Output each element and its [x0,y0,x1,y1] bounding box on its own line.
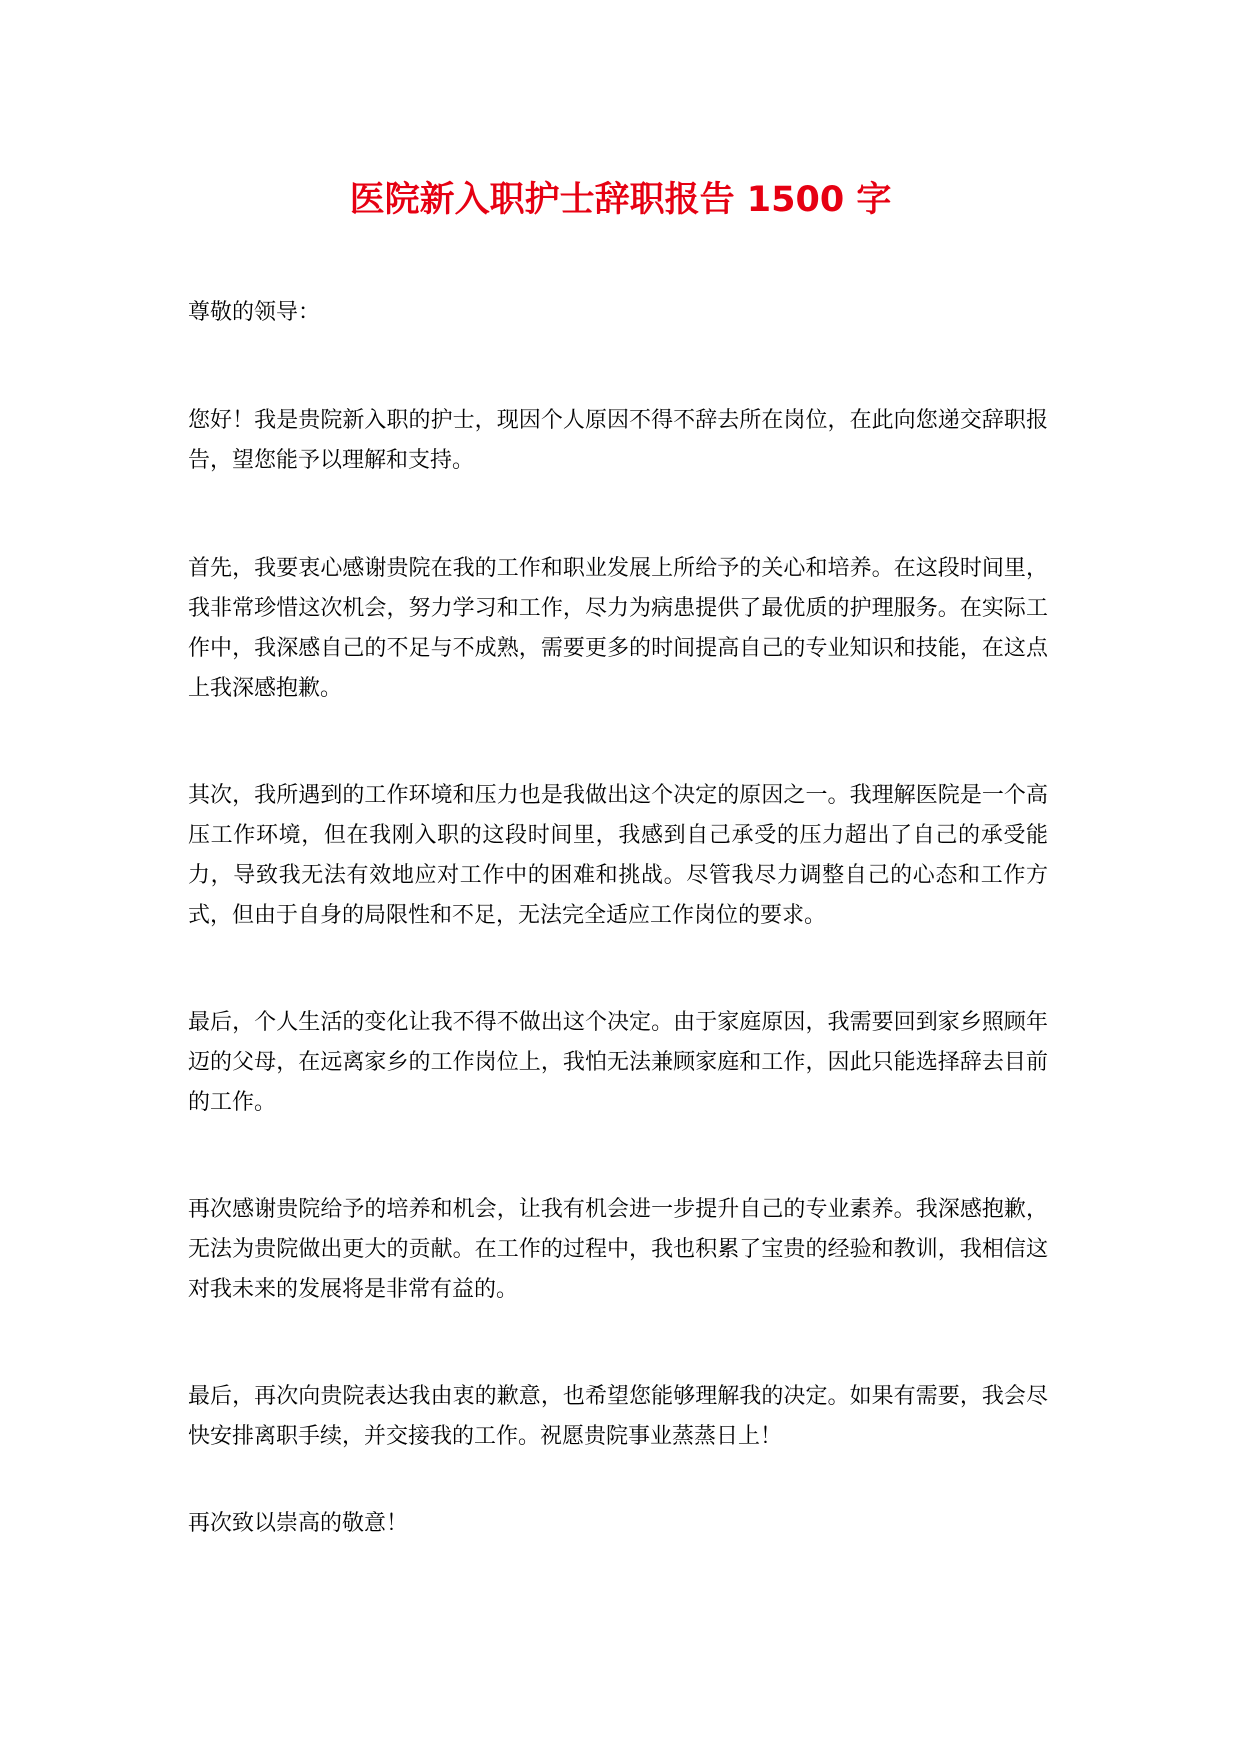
paragraph-intro: 您好！我是贵院新入职的护士，现因个人原因不得不辞去所在岗位，在此向您递交辞职报告，望您能予以理解和支持。 [188,408,1048,473]
greeting: 尊敬的领导： [188,300,321,325]
paragraph-family-reason: 最后，个人生活的变化让我不得不做出这个决定。由于家庭原因，我需要回到家乡照顾年迈的父母，在远离家乡的工作岗位上，我怕无法兼顾家庭和工作，因此只能选择辞去目前的工作。 [188,1010,1048,1115]
paragraph-thanks-again: 再次感谢贵院给予的培养和机会，让我有机会进一步提升自己的专业素养。我深感抱歉，无法为贵院做出更大的贡献。在工作的过程中，我也积累了宝贵的经验和教训，我相信这对我未来的发展将是非常有益的。 [188,1197,1048,1302]
paragraph-apology: 最后，再次向贵院表达我由衷的歉意，也希望您能够理解我的决定。如果有需要，我会尽快安排离职手续，并交接我的工作。祝愿贵院事业蒸蒸日上！ [188,1384,1048,1449]
page-title: 医院新入职护士辞职报告 1500 字 [349,180,892,220]
closing-line: 再次致以崇高的敬意！ [188,1511,409,1536]
paragraph-work-pressure: 其次，我所遇到的工作环境和压力也是我做出这个决定的原因之一。我理解医院是一个高压工作环境，但在我刚入职的这段时间里，我感到自己承受的压力超出了自己的承受能力，导致我无法有效地应对工作中的困难和挑战。尽管我尽力调整自己的心态和工作方式，但由于自身的局限性和不足，无法完全适应工作岗位的要求。 [188,783,1048,928]
paragraph-gratitude: 首先，我要衷心感谢贵院在我的工作和职业发展上所给予的关心和培养。在这段时间里，我非常珍惜这次机会，努力学习和工作，尽力为病患提供了最优质的护理服务。在实际工作中，我深感自己的不足与不成熟，需要更多的时间提高自己的专业知识和技能，在这点上我深感抱歉。 [188,556,1048,701]
